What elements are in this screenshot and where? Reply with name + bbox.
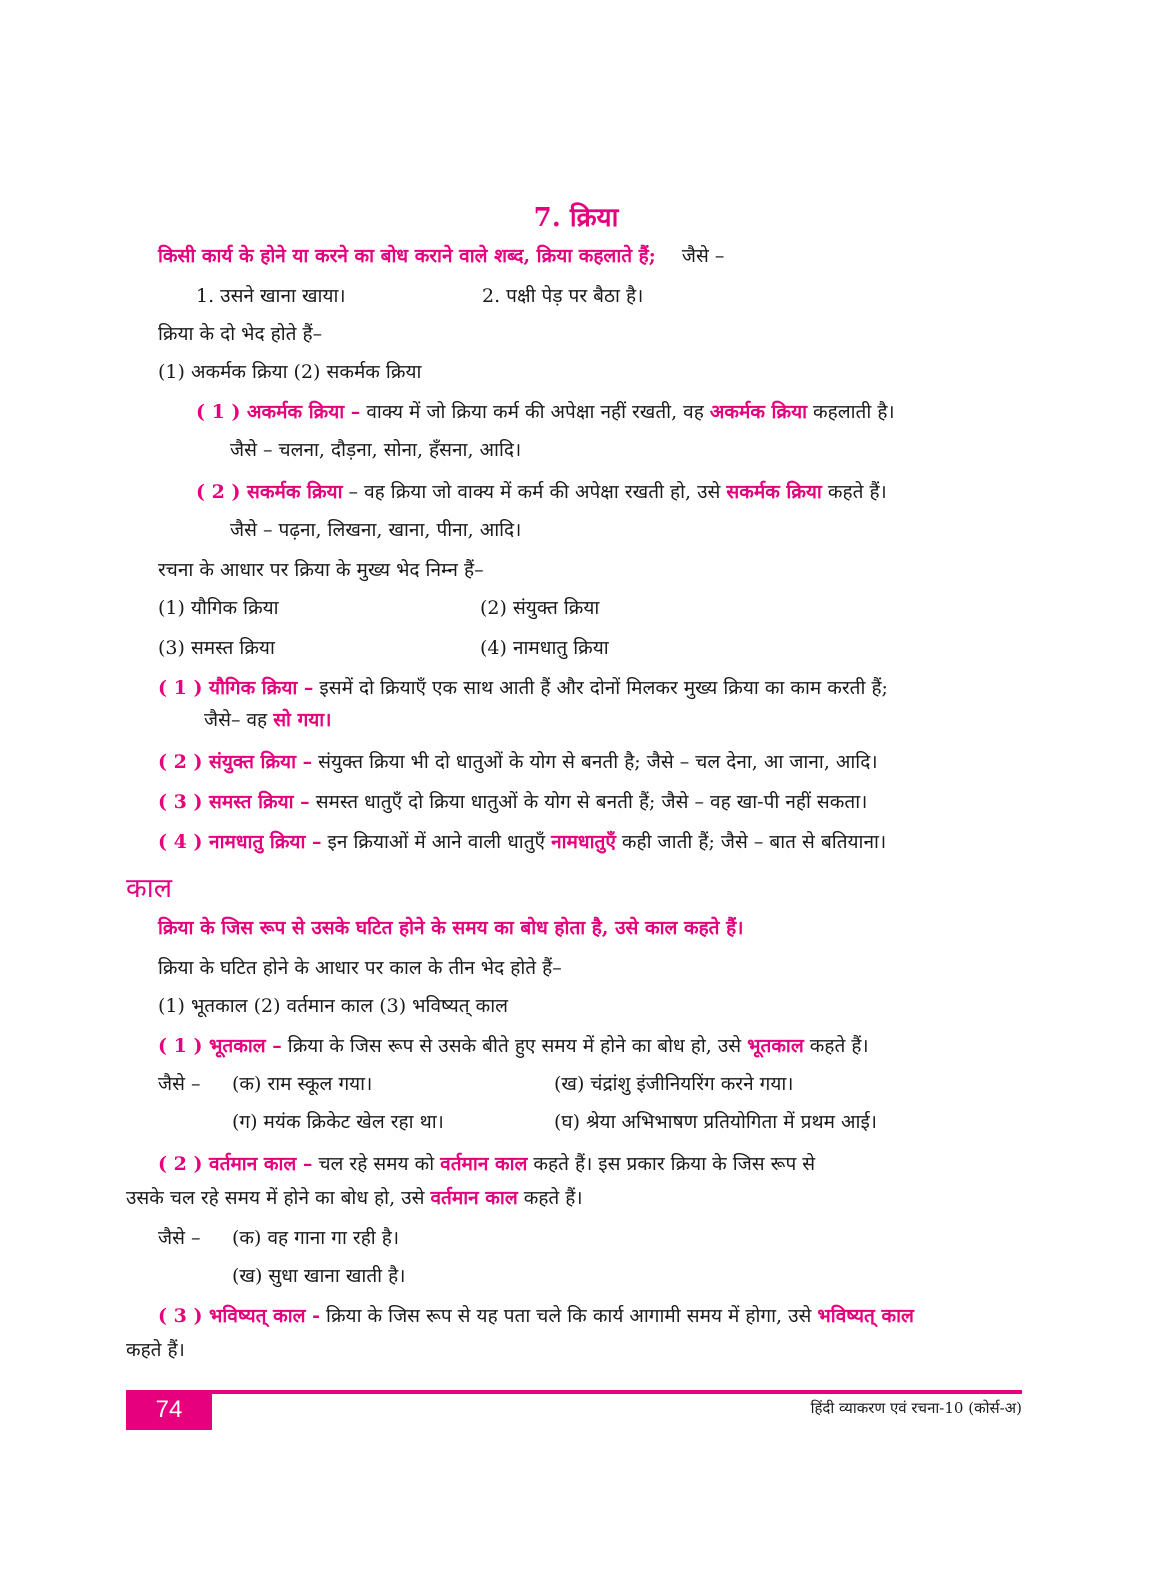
example-2: 2. पक्षी पेड़ पर बैठा है। bbox=[482, 285, 644, 307]
samast-label: ( 3 ) समस्त क्रिया – bbox=[158, 791, 310, 813]
bhavishyat-term: भविष्यत् काल bbox=[817, 1305, 914, 1327]
sanyukt-label: ( 2 ) संयुक्त क्रिया – bbox=[158, 751, 313, 773]
vartamaan-def-1 bbox=[158, 1150, 815, 1178]
kaal-kinds: (1) भूतकाल (2) वर्तमान काल (3) भविष्यत् काल bbox=[158, 995, 509, 1017]
kinds-list: (1) अकर्मक क्रिया (2) सकर्मक क्रिया bbox=[158, 361, 422, 383]
page-number: 74 bbox=[126, 1390, 212, 1430]
vartamaan-text-b: कहते हैं। इस प्रकार क्रिया के जिस रूप से bbox=[527, 1153, 816, 1175]
naamdhatu-text-a: इन क्रियाओं में आने वाली धातुएँ bbox=[321, 831, 552, 853]
yaugik-eg-term: सो गया। bbox=[273, 709, 332, 731]
structure-kind-2: (2) संयुक्त क्रिया bbox=[480, 597, 600, 619]
bhoot-text-b: कहते हैं। bbox=[803, 1035, 869, 1057]
bhavishyat-def bbox=[158, 1302, 914, 1330]
chapter-title: 7. क्रिया bbox=[533, 203, 619, 233]
vartamaan-text-d: कहते हैं। bbox=[517, 1187, 583, 1209]
example-1: 1. उसने खाना खाया। bbox=[196, 285, 346, 307]
vartamaan-text-a: चल रहे समय को bbox=[312, 1153, 441, 1175]
akarmak-label: ( 1 ) अकर्मक क्रिया – bbox=[196, 401, 361, 423]
structure-kind-1: (1) यौगिक क्रिया bbox=[158, 597, 279, 619]
bhavishyat-text-b: कहते हैं। bbox=[126, 1339, 185, 1361]
definition-text: किसी कार्य के होने या करने का बोध कराने वाले शब्द, क्रिया कहलाते हैं; bbox=[158, 245, 656, 267]
kaal-intro: क्रिया के घटित होने के आधार पर काल के तीन भेद होते हैं– bbox=[158, 957, 562, 979]
bhoot-def bbox=[158, 1032, 869, 1060]
yaugik-eg: जैसे– वह bbox=[204, 709, 274, 731]
bhoot-example-gh: (घ) श्रेया अभिभाषण प्रतियोगिता में प्रथम आई। bbox=[554, 1111, 877, 1133]
book-title: हिंदी व्याकरण एवं रचना-10 (कोर्स-अ) bbox=[810, 1399, 1022, 1417]
samast-def bbox=[158, 788, 867, 816]
bhoot-example-kh: (ख) चंद्रांशु इंजीनियरिंग करने गया। bbox=[554, 1073, 794, 1095]
yaugik-def bbox=[158, 674, 888, 702]
bhoot-example-k: (क) राम स्कूल गया। bbox=[232, 1073, 373, 1095]
vartamaan-text-c: उसके चल रहे समय में होने का बोध हो, उसे bbox=[126, 1187, 431, 1209]
sakarmak-label: ( 2 ) सकर्मक क्रिया bbox=[196, 481, 343, 503]
vartamaan-term-2: वर्तमान काल bbox=[430, 1187, 518, 1209]
yaugik-text: इसमें दो क्रियाएँ एक साथ आती हैं और दोनों मिलकर मुख्य क्रिया का काम करती हैं; bbox=[313, 677, 888, 699]
structure-kind-3: (3) समस्त क्रिया bbox=[158, 637, 275, 659]
sakarmak-term: सकर्मक क्रिया bbox=[726, 481, 822, 503]
vartamaan-eg: जैसे – bbox=[158, 1227, 201, 1249]
sanyukt-text: संयुक्त क्रिया भी दो धातुओं के योग से बनती है; जैसे – चल देना, आ जाना, आदि। bbox=[312, 751, 878, 773]
akarmak-text-b: कहलाती है। bbox=[807, 401, 895, 423]
definition-line bbox=[158, 242, 724, 270]
bhoot-label: ( 1 ) भूतकाल – bbox=[158, 1035, 282, 1057]
bhoot-example-g: (ग) मयंक क्रिकेट खेल रहा था। bbox=[232, 1111, 444, 1133]
naamdhatu-term: नामधातुएँ bbox=[551, 831, 616, 853]
bhoot-term: भूतकाल bbox=[747, 1035, 804, 1057]
vartamaan-example-k: (क) वह गाना गा रही है। bbox=[232, 1227, 400, 1249]
definition-eg: जैसे – bbox=[681, 245, 725, 267]
yaugik-label: ( 1 ) यौगिक क्रिया – bbox=[158, 677, 314, 699]
vartamaan-def-2 bbox=[126, 1184, 583, 1212]
akarmak-def bbox=[196, 398, 895, 426]
bhavishyat-text-a: क्रिया के जिस रूप से यह पता चले कि कार्य आगामी समय में होगा, उसे bbox=[320, 1305, 818, 1327]
akarmak-text-a: वाक्य में जो क्रिया कर्म की अपेक्षा नहीं रखती, वह bbox=[360, 401, 710, 423]
sakarmak-def bbox=[196, 478, 887, 506]
bhoot-eg: जैसे – bbox=[158, 1073, 201, 1095]
sakarmak-text-b: कहते हैं। bbox=[821, 481, 887, 503]
sanyukt-def bbox=[158, 748, 878, 776]
naamdhatu-text-b: कही जाती हैं; जैसे – बात से बतियाना। bbox=[615, 831, 887, 853]
vartamaan-example-kh: (ख) सुधा खाना खाती है। bbox=[232, 1265, 406, 1287]
kinds-intro: क्रिया के दो भेद होते हैं– bbox=[158, 323, 323, 345]
sakarmak-example: जैसे – पढ़ना, लिखना, खाना, पीना, आदि। bbox=[230, 519, 522, 541]
bhavishyat-label: ( 3 ) भविष्यत् काल - bbox=[158, 1305, 320, 1327]
structure-kind-4: (4) नामधातु क्रिया bbox=[480, 637, 609, 659]
vartamaan-label: ( 2 ) वर्तमान काल – bbox=[158, 1153, 313, 1175]
naamdhatu-label: ( 4 ) नामधातु क्रिया – bbox=[158, 831, 322, 853]
footer-rule bbox=[126, 1390, 1022, 1394]
vartamaan-term-1: वर्तमान काल bbox=[440, 1153, 528, 1175]
samast-text: समस्त धातुएँ दो क्रिया धातुओं के योग से बनती हैं; जैसे – वह खा-पी नहीं सकता। bbox=[309, 791, 868, 813]
akarmak-term: अकर्मक क्रिया bbox=[709, 401, 808, 423]
akarmak-example: जैसे – चलना, दौड़ना, सोना, हँसना, आदि। bbox=[230, 439, 522, 461]
yaugik-example bbox=[204, 706, 331, 734]
bhoot-text-a: क्रिया के जिस रूप से उसके बीते हुए समय में होने का बोध हो, उसे bbox=[281, 1035, 748, 1057]
naamdhatu-def bbox=[158, 828, 886, 856]
kaal-heading: काल bbox=[126, 873, 173, 904]
structure-intro: रचना के आधार पर क्रिया के मुख्य भेद निम्न हैं– bbox=[158, 559, 484, 581]
sakarmak-text-a: – वह क्रिया जो वाक्य में कर्म की अपेक्षा रखती हो, उसे bbox=[342, 481, 727, 503]
kaal-definition: क्रिया के जिस रूप से उसके घटित होने के समय का बोध होता है, उसे काल कहते हैं। bbox=[158, 917, 744, 939]
